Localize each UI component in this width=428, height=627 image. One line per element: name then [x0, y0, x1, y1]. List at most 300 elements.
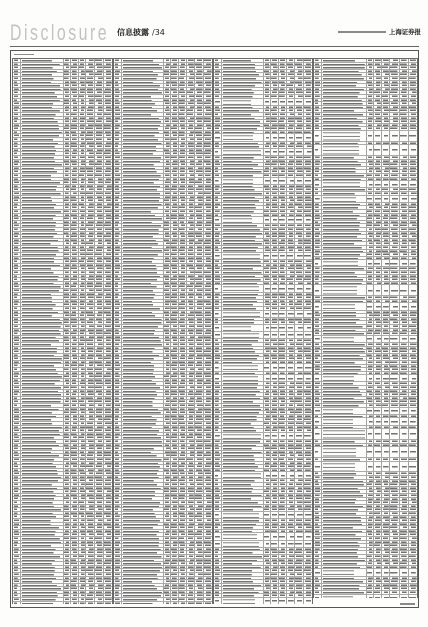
table-cell [314, 519, 322, 522]
table-cell [13, 440, 21, 443]
table-cell [171, 515, 179, 518]
table-cell [295, 145, 304, 148]
table-cell [409, 480, 417, 483]
table-cell [179, 350, 187, 353]
table-cell [95, 203, 104, 206]
table-cell [104, 70, 112, 73]
table-cell [179, 95, 187, 98]
table-cell [114, 293, 122, 296]
table-cell [374, 174, 382, 177]
table-cell [104, 318, 112, 321]
table-cell [314, 321, 322, 324]
table-cell [214, 541, 222, 547]
table-cell [13, 163, 21, 166]
table-cell [214, 285, 222, 291]
table-cell [279, 390, 287, 393]
table-cell [104, 515, 112, 518]
table-cell [71, 88, 79, 91]
table-cell [64, 541, 71, 544]
table-cell [382, 332, 390, 335]
table-cell [187, 559, 196, 562]
table-cell [222, 598, 265, 604]
table-cell [114, 580, 122, 583]
table-cell [409, 318, 417, 321]
table-cell [390, 533, 399, 536]
table-cell [21, 602, 64, 604]
table-cell [104, 551, 112, 554]
table-cell [195, 178, 204, 181]
table-cell [187, 386, 196, 389]
table-cell [287, 174, 296, 177]
table-cell [264, 512, 271, 518]
table-cell [187, 397, 196, 400]
table-cell [295, 591, 304, 594]
table-cell [374, 325, 382, 328]
table-cell [13, 131, 21, 134]
table-cell [314, 382, 322, 385]
table-cell [179, 447, 187, 450]
table-cell [214, 196, 222, 199]
table-cell [104, 63, 112, 66]
table-cell [400, 91, 409, 94]
table-cell [367, 217, 374, 220]
table-cell [104, 285, 112, 288]
table-cell [279, 587, 287, 590]
table-cell [279, 228, 287, 231]
table-cell [171, 375, 179, 378]
table-cell [222, 296, 265, 299]
table-cell [164, 566, 171, 569]
table-cell [104, 275, 112, 278]
table-cell [279, 224, 287, 227]
table-cell [409, 365, 417, 368]
table-cell [304, 81, 312, 84]
table-cell [122, 152, 165, 155]
table-cell [322, 350, 367, 353]
table-cell [287, 106, 296, 109]
table-cell [21, 81, 64, 84]
table-cell [204, 483, 212, 486]
table-cell [409, 63, 417, 66]
table-cell [314, 73, 322, 76]
table-cell [21, 350, 64, 353]
table-cell [314, 462, 322, 472]
table-cell [222, 347, 265, 350]
table-cell [264, 318, 271, 321]
table-cell [322, 278, 367, 281]
table-cell [279, 454, 287, 457]
table-cell [295, 408, 304, 411]
table-cell [271, 264, 279, 267]
table-cell [13, 476, 21, 479]
table-cell [367, 321, 374, 324]
table-cell [374, 167, 382, 170]
table-cell [222, 386, 265, 389]
table-cell [114, 311, 122, 314]
table-cell [195, 343, 204, 346]
table-cell [400, 253, 409, 256]
table-cell [179, 523, 187, 526]
table-cell [114, 257, 122, 260]
table-cell [374, 483, 382, 486]
table-cell [279, 303, 287, 306]
table-cell [164, 239, 171, 242]
table-cell [409, 404, 417, 407]
table-cell [114, 537, 122, 540]
table-cell [13, 228, 21, 231]
table-cell [171, 178, 179, 181]
table-cell [104, 584, 112, 587]
table-cell [179, 192, 187, 195]
table-cell [122, 512, 165, 515]
table-cell [295, 548, 304, 551]
table-cell [400, 483, 409, 486]
table-cell [382, 458, 390, 461]
table-cell [204, 88, 212, 91]
table-cell [179, 307, 187, 310]
table-cell [322, 397, 367, 400]
table-cell [400, 505, 409, 508]
table-cell [271, 497, 279, 500]
table-cell [314, 278, 322, 281]
table-cell [304, 214, 312, 217]
table-cell [322, 462, 367, 472]
table-cell [264, 77, 271, 80]
table-cell [164, 397, 171, 400]
table-cell [314, 285, 322, 295]
table-cell [367, 214, 374, 217]
table-cell [322, 523, 367, 526]
table-cell [21, 544, 64, 547]
table-cell [86, 300, 95, 303]
table-cell [164, 551, 171, 554]
table-cell [390, 95, 399, 98]
table-cell [21, 515, 64, 518]
table-cell [164, 131, 171, 134]
table-cell [71, 447, 79, 450]
table-cell [164, 257, 171, 260]
table-cell [164, 185, 171, 188]
table-cell [86, 224, 95, 227]
table-cell [171, 354, 179, 357]
table-cell [21, 462, 64, 465]
table-cell [204, 325, 212, 328]
table-cell [86, 548, 95, 551]
table-cell [171, 580, 179, 583]
table-cell [400, 235, 409, 238]
table-cell [382, 174, 390, 177]
table-cell [400, 210, 409, 213]
table-cell [304, 465, 312, 468]
table-cell [400, 368, 409, 371]
table-cell [79, 569, 87, 572]
table-cell [187, 379, 196, 382]
table-cell [195, 221, 204, 224]
table-cell [374, 321, 382, 324]
table-cell [104, 264, 112, 267]
table-cell [204, 199, 212, 202]
table-cell [79, 188, 87, 191]
table-cell [295, 343, 304, 346]
table-cell [222, 124, 265, 127]
table-cell [104, 497, 112, 500]
table-cell [204, 533, 212, 536]
table-cell [222, 142, 265, 145]
table-cell [271, 364, 279, 370]
table-cell [214, 134, 222, 140]
table-cell [104, 138, 112, 141]
table-cell [71, 77, 79, 80]
table-cell [314, 426, 322, 429]
table-cell [295, 66, 304, 69]
table-cell [79, 339, 87, 342]
table-cell [79, 63, 87, 66]
table-cell [114, 515, 122, 518]
table-cell [214, 501, 222, 504]
table-cell [179, 465, 187, 468]
table-cell [264, 70, 271, 73]
table-cell [71, 142, 79, 145]
table-cell [95, 418, 104, 421]
table-cell [322, 303, 367, 309]
table-cell [71, 185, 79, 188]
table-cell [271, 382, 279, 385]
table-cell [114, 541, 122, 544]
table-cell [214, 303, 222, 306]
table-cell [195, 120, 204, 123]
table-row [214, 217, 312, 224]
table-cell [86, 217, 95, 220]
table-cell [409, 429, 417, 439]
table-cell [164, 386, 171, 389]
table-cell [95, 523, 104, 526]
table-cell [171, 84, 179, 87]
table-cell [374, 368, 382, 371]
table-cell [367, 472, 374, 475]
table-cell [304, 300, 312, 303]
table-cell [164, 354, 171, 357]
table-cell [287, 296, 296, 299]
table-cell [95, 415, 104, 418]
table-cell [79, 264, 87, 267]
table-cell [86, 408, 95, 411]
table-cell [164, 138, 171, 141]
table-cell [21, 285, 64, 288]
table-cell [13, 494, 21, 497]
table-cell [21, 296, 64, 299]
table-cell [409, 117, 417, 120]
table-cell [382, 178, 390, 181]
table-cell [21, 152, 64, 155]
table-cell [171, 192, 179, 195]
table-cell [187, 361, 196, 364]
table-cell [264, 228, 271, 231]
table-cell [382, 73, 390, 76]
table-cell [13, 551, 21, 554]
table-cell [13, 569, 21, 572]
table-cell [21, 178, 64, 181]
table-cell [71, 598, 79, 601]
table-cell [222, 134, 265, 140]
table-cell [95, 206, 104, 209]
table-cell [79, 408, 87, 411]
table-cell [322, 224, 367, 227]
table-cell [13, 382, 21, 385]
table-cell [13, 239, 21, 242]
table-cell [171, 145, 179, 148]
table-cell [382, 278, 390, 281]
table-cell [287, 573, 296, 576]
table-cell [264, 587, 271, 590]
table-cell [114, 95, 122, 98]
table-cell [214, 429, 222, 432]
table-cell [400, 523, 409, 526]
table-cell [122, 66, 165, 69]
table-cell [171, 598, 179, 601]
table-cell [271, 160, 279, 163]
table-cell [314, 210, 322, 213]
table-cell [400, 88, 409, 91]
table-cell [171, 415, 179, 418]
table-row [314, 260, 417, 267]
table-cell [367, 102, 374, 105]
table-cell [79, 400, 87, 403]
table-cell [104, 88, 112, 91]
table-cell [271, 120, 279, 123]
table-cell [171, 217, 179, 220]
table-cell [122, 523, 165, 526]
table-cell [21, 336, 64, 339]
table-cell [71, 411, 79, 414]
table-cell [314, 311, 322, 314]
table-cell [287, 70, 296, 73]
table-cell [79, 278, 87, 281]
table-cell [187, 260, 196, 263]
table-cell [79, 95, 87, 98]
table-row [214, 99, 312, 106]
table-cell [204, 160, 212, 163]
table-cell [79, 454, 87, 457]
table-cell [204, 447, 212, 450]
table-cell [171, 199, 179, 202]
table-cell [71, 66, 79, 69]
table-cell [86, 206, 95, 209]
table-cell [214, 490, 222, 493]
table-cell [204, 336, 212, 339]
table-cell [164, 271, 171, 274]
table-cell [187, 526, 196, 529]
table-cell [71, 131, 79, 134]
table-cell [164, 372, 171, 375]
table-cell [295, 73, 304, 76]
table-cell [304, 124, 312, 127]
table-cell [214, 214, 222, 217]
table-cell [264, 260, 271, 263]
table-cell [71, 300, 79, 303]
table-cell [114, 368, 122, 371]
table-cell [222, 505, 265, 508]
table-cell [279, 296, 287, 299]
table-cell [187, 587, 196, 590]
table-cell [64, 559, 71, 562]
table-cell [264, 451, 271, 454]
table-cell [382, 408, 390, 414]
table-cell [104, 59, 112, 62]
table-cell [400, 102, 409, 105]
table-cell [79, 587, 87, 590]
table-cell [21, 117, 64, 120]
table-cell [390, 253, 399, 256]
table-cell [195, 350, 204, 353]
table-cell [400, 70, 409, 73]
table-cell [304, 505, 312, 508]
table-cell [279, 217, 287, 223]
table-cell [382, 59, 390, 62]
table-cell [179, 594, 187, 597]
table-cell [322, 250, 367, 253]
table-cell [390, 250, 399, 253]
table-cell [304, 63, 312, 66]
table-cell [21, 537, 64, 540]
table-cell [187, 293, 196, 296]
table-cell [204, 408, 212, 411]
table-cell [214, 555, 222, 558]
table-cell [264, 375, 271, 381]
table-cell [287, 594, 296, 597]
table-cell [390, 476, 399, 479]
table-cell [367, 357, 374, 360]
table-cell [322, 160, 367, 163]
table-cell [122, 476, 165, 479]
table-cell [374, 343, 382, 346]
table-cell [264, 59, 271, 62]
table-cell [104, 523, 112, 526]
table-cell [86, 382, 95, 385]
table-cell [122, 433, 165, 436]
table-cell [322, 271, 367, 274]
table-cell [322, 476, 367, 479]
table-cell [171, 347, 179, 350]
table-cell [279, 311, 287, 317]
table-cell [171, 181, 179, 184]
table-cell [304, 343, 312, 346]
table-cell [187, 577, 196, 580]
table-cell [222, 253, 265, 259]
table-cell [179, 544, 187, 547]
table-cell [114, 494, 122, 497]
table-cell [13, 444, 21, 447]
table-cell [214, 275, 222, 278]
table-cell [314, 63, 322, 66]
table-cell [187, 174, 196, 177]
table-cell [79, 469, 87, 472]
table-cell [204, 70, 212, 73]
table-cell [271, 271, 279, 274]
table-cell [304, 167, 312, 170]
table-cell [104, 544, 112, 547]
table-cell [271, 117, 279, 120]
table-cell [171, 260, 179, 263]
table-cell [95, 275, 104, 278]
table-cell [171, 523, 179, 526]
table-cell [279, 70, 287, 73]
table-row [214, 285, 312, 292]
table-cell [164, 217, 171, 220]
table-cell [164, 84, 171, 87]
table-row [314, 145, 417, 156]
table-cell [295, 232, 304, 235]
table-cell [204, 285, 212, 288]
